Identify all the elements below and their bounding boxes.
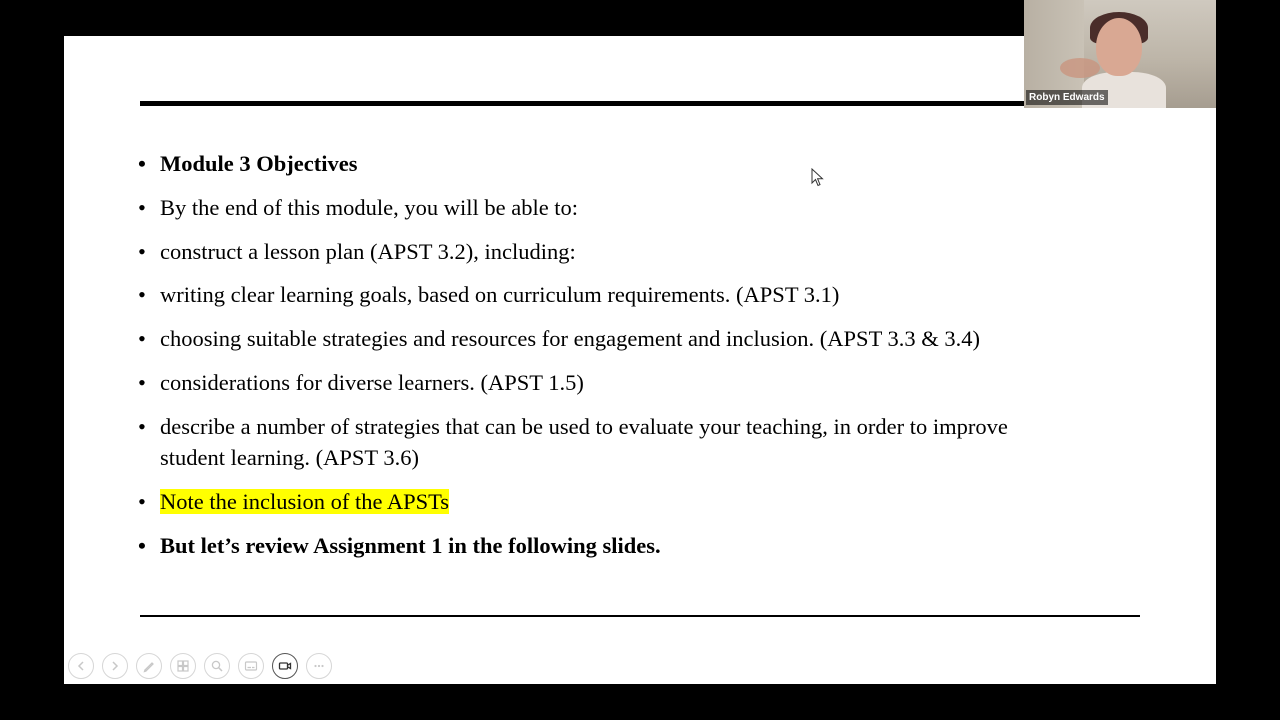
bottom-divider [140, 615, 1140, 617]
list-item [138, 530, 1038, 562]
list-item [138, 236, 1038, 268]
list-item [138, 323, 1038, 355]
objectives-list [138, 148, 1038, 574]
previous-slide-button[interactable] [68, 653, 94, 679]
list-item [138, 279, 1038, 311]
zoom-button[interactable] [204, 653, 230, 679]
bullet-text: describe a number of strategies that can be used to evaluate your teaching, in order to improve student learning. (APST 3.6) [160, 413, 1008, 471]
list-item [138, 411, 1038, 474]
bullet-text: considerations for diverse learners. (APST 1.5) [160, 369, 584, 395]
presentation-slide [64, 36, 1216, 684]
participant-face [1096, 18, 1142, 76]
list-item [138, 192, 1038, 224]
list-item [138, 486, 1038, 518]
pen-icon [142, 659, 156, 673]
video-camera-icon [278, 659, 292, 673]
bullet-text: By the end of this module, you will be able to: [160, 194, 579, 220]
highlighted-text: Note the inclusion of the APSTs [160, 489, 450, 515]
camera-button[interactable] [272, 653, 298, 679]
slides-grid-icon [176, 659, 190, 673]
bullet-text: construct a lesson plan (APST 3.2), including: [160, 238, 576, 264]
top-divider [140, 101, 1028, 106]
list-item [138, 367, 1038, 399]
bullet-text: writing clear learning goals, based on curriculum requirements. (APST 3.1) [160, 282, 840, 308]
bullet-text: Module 3 Objectives [160, 151, 358, 176]
bullet-text: But let’s review Assignment 1 in the following slides. [160, 532, 661, 558]
next-slide-button[interactable] [102, 653, 128, 679]
presenter-toolbar [68, 653, 332, 679]
more-options-button[interactable] [306, 653, 332, 679]
subtitles-button[interactable] [238, 653, 264, 679]
participant-name-label: Robyn Edwards [1026, 90, 1108, 105]
pen-button[interactable] [136, 653, 162, 679]
more-icon [312, 659, 326, 673]
next-icon [108, 659, 122, 673]
bullet-text: choosing suitable strategies and resources for engagement and inclusion. (APST 3.3 & 3.4) [160, 326, 981, 352]
participant-video-tile[interactable] [1024, 0, 1216, 108]
subtitles-icon [244, 659, 258, 673]
zoom-icon [210, 659, 224, 673]
previous-icon [74, 659, 88, 673]
list-item [138, 148, 1038, 180]
see-all-slides-button[interactable] [170, 653, 196, 679]
mouse-pointer-icon [811, 168, 824, 187]
